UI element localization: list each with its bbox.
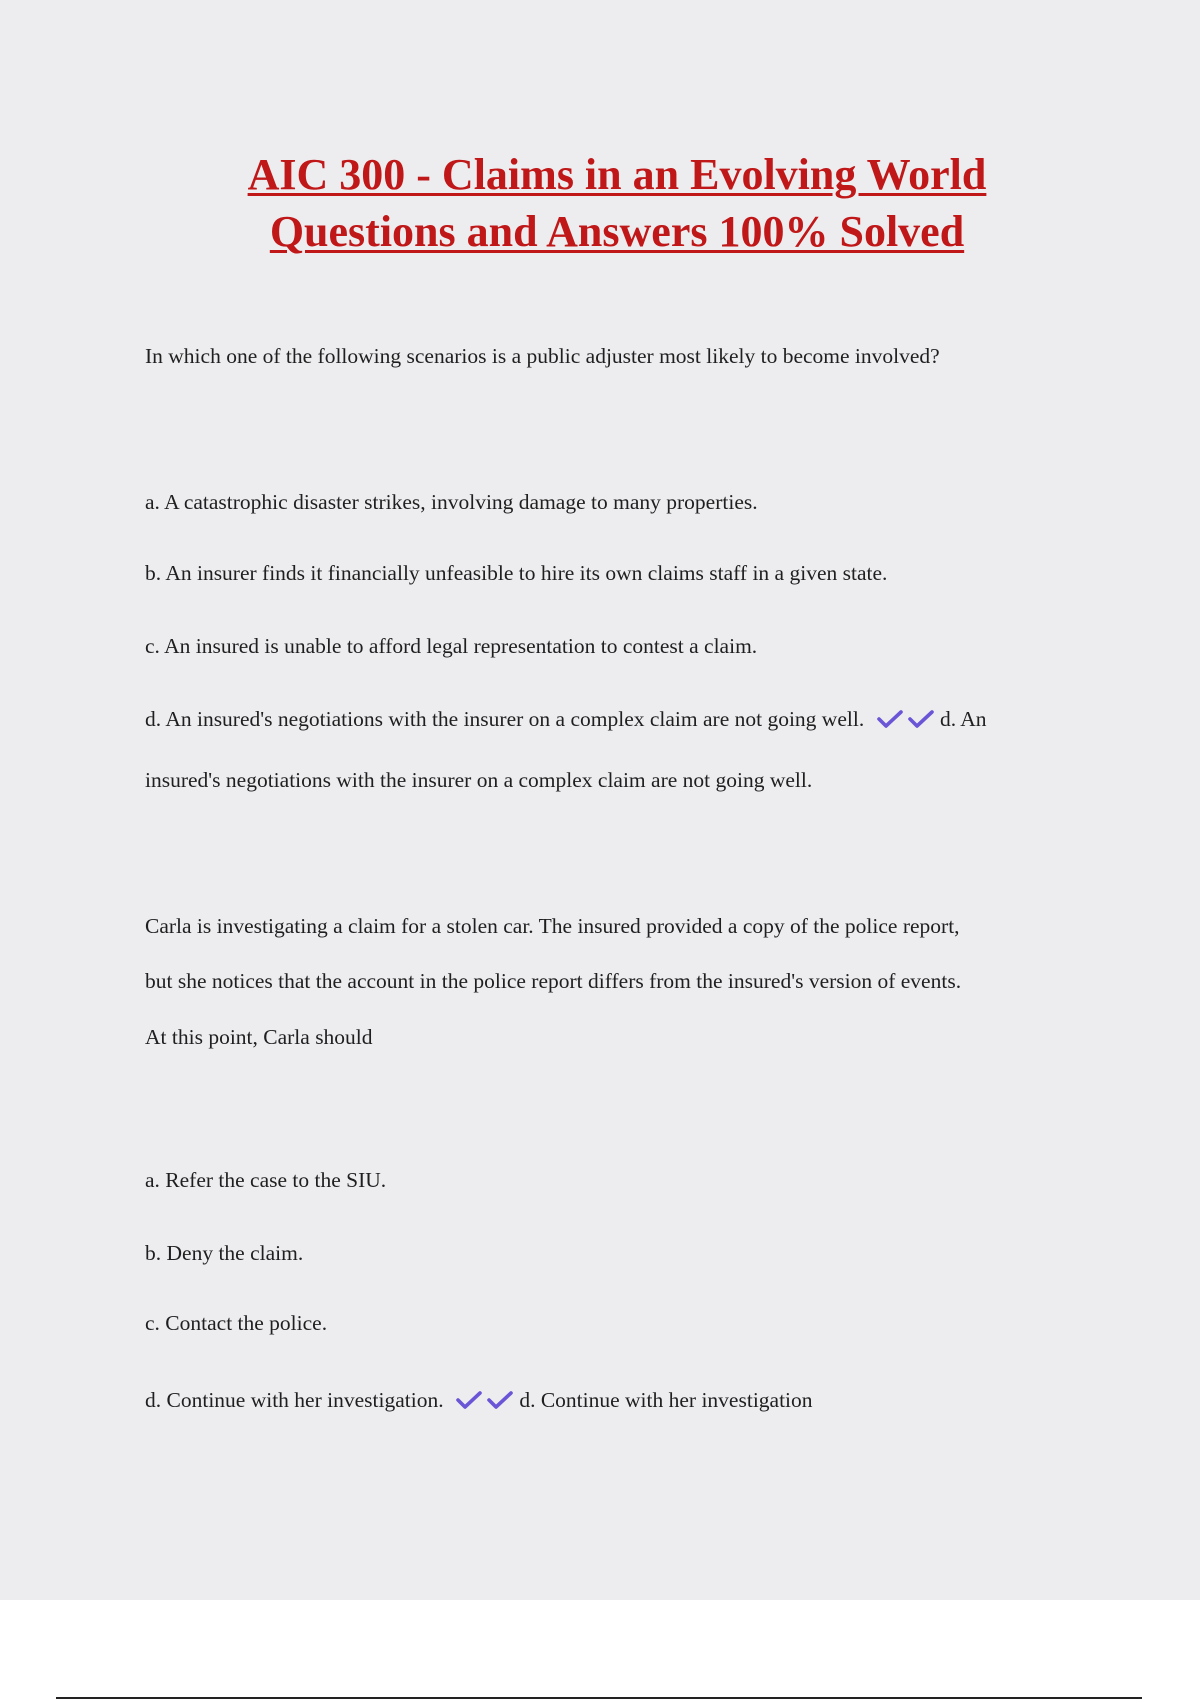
question-2-option-d-row bbox=[145, 1388, 813, 1413]
question-2-prompt-line-2: but she notices that the account in the police report differs from the insured's version of events. bbox=[145, 969, 962, 993]
question-1-option-d: d. An insured's negotiations with the insurer on a complex claim are not going well. bbox=[145, 707, 865, 731]
question-1-answer-continued: insured's negotiations with the insurer on a complex claim are not going well. bbox=[145, 768, 813, 792]
check-icon bbox=[486, 1390, 514, 1410]
title-line-2: Questions and Answers 100% Solved bbox=[269, 207, 965, 256]
question-1-option-b: b. An insurer finds it financially unfeasible to hire its own claims staff in a given state. bbox=[145, 561, 888, 585]
question-1-option-a: a. A catastrophic disaster strikes, involving damage to many properties. bbox=[145, 490, 758, 514]
title-line-1: AIC 300 - Claims in an Evolving World bbox=[247, 150, 987, 199]
question-2-prompt-line-3: At this point, Carla should bbox=[145, 1025, 373, 1049]
check-icon bbox=[907, 709, 935, 729]
question-2-option-b: b. Deny the claim. bbox=[145, 1241, 304, 1265]
question-2-option-c: c. Contact the police. bbox=[145, 1311, 328, 1335]
question-1-prompt: In which one of the following scenarios is a public adjuster most likely to become involved? bbox=[145, 344, 940, 368]
question-2-option-d: d. Continue with her investigation. bbox=[145, 1388, 444, 1412]
question-2-answer: d. Continue with her investigation bbox=[519, 1388, 813, 1412]
question-1-answer-start: d. An bbox=[939, 707, 987, 731]
document-title bbox=[0, 146, 1200, 260]
question-2-option-a: a. Refer the case to the SIU. bbox=[145, 1168, 387, 1192]
page-divider bbox=[56, 1697, 1142, 1699]
question-2-prompt-line-1: Carla is investigating a claim for a stolen car. The insured provided a copy of the police report, bbox=[145, 914, 960, 938]
check-icon bbox=[876, 709, 904, 729]
question-1-option-c: c. An insured is unable to afford legal representation to contest a claim. bbox=[145, 634, 758, 658]
question-1-option-d-row bbox=[145, 707, 987, 732]
check-icon bbox=[455, 1390, 483, 1410]
